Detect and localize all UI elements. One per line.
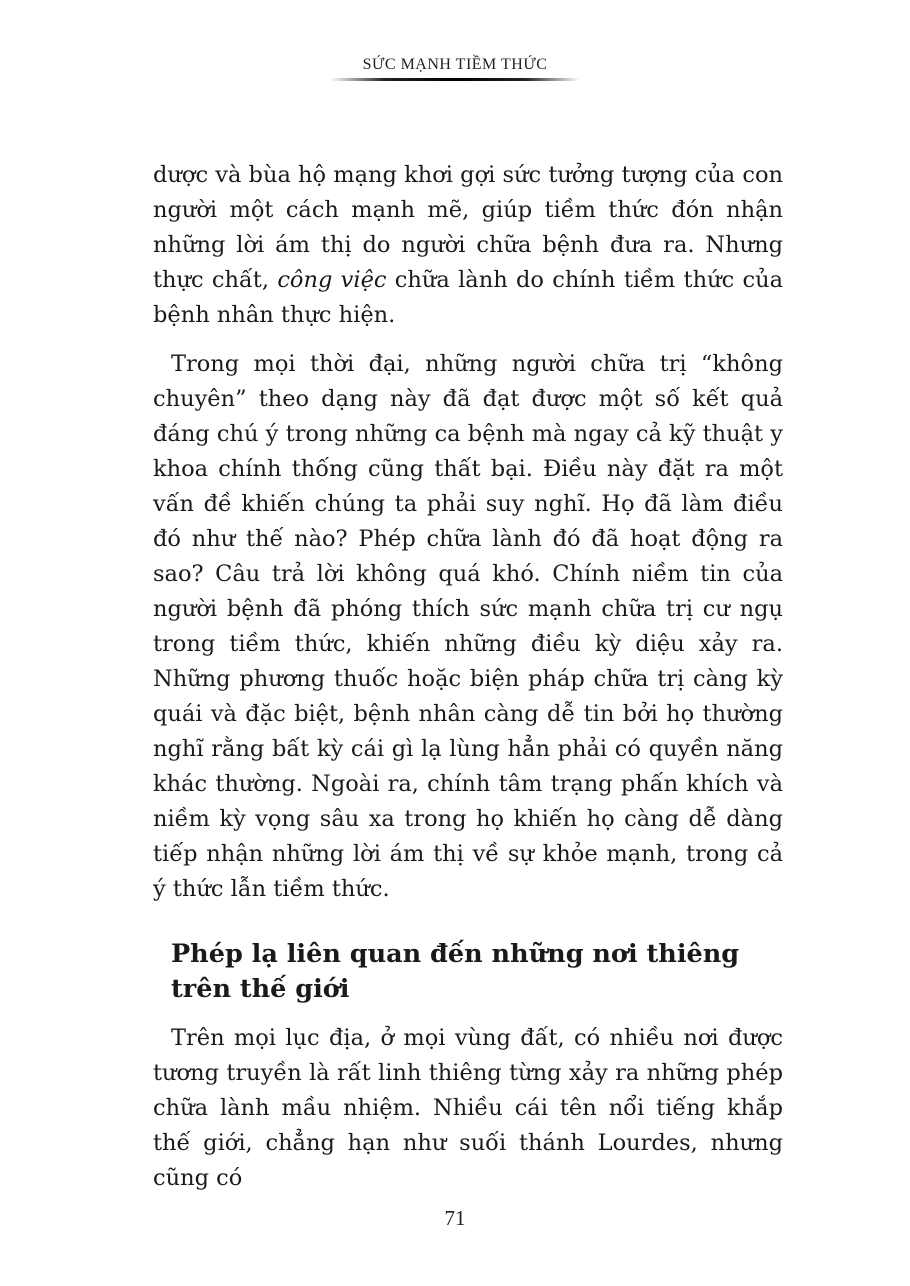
paragraph-2: Trong mọi thời đại, những người chữa trị “không chuyên” theo dạng này đã đạt được một số kết quả đáng chú ý trong những ca bệnh mà ngay cả kỹ thuật y khoa chính thống cũng thất bại. Điều này đặt ra một vấn đề khiến chúng ta phải suy nghĩ. Họ đã làm điều đó như thế nào? Phép chữa lành đó đã hoạt động ra sao? Câu trả lời không quá khó. Chính niềm tin của người bệnh đã phóng thích sức mạnh chữa trị cư ngụ trong tiềm thức, khiến những điều kỳ diệu xảy ra. Những phương thuốc hoặc biện pháp chữa trị càng kỳ quái và đặc biệt, bệnh nhân càng dễ tin bởi họ thường nghĩ rằng bất kỳ cái gì lạ lùng hẳn phải có quyền năng khác thường. Ngoài ra, chính tâm trạng phấn khích và niềm kỳ vọng sâu xa trong họ khiến họ càng dễ dàng tiếp nhận những lời ám thị về sự khỏe mạnh, trong cả ý thức lẫn tiềm thức.: [153, 351, 783, 902]
paragraph-1-text-b: chữa lành do chính tiềm thức của bệnh nhân thực hiện.: [153, 267, 783, 328]
page-body: [153, 158, 783, 1196]
paragraph-1-text-a: dược và bùa hộ mạng khơi gợi sức tưởng tượng của con người một cách mạnh mẽ, giúp tiềm thức đón nhận những lời ám thị do người chữa bệnh đưa ra. Nhưng thực chất,: [153, 162, 783, 293]
paragraph-1-italic: công việc: [277, 267, 387, 293]
section-heading: Phép lạ liên quan đến những nơi thiêng trên thế giới: [171, 939, 740, 1004]
paragraph-1: [153, 158, 783, 333]
page-number: 71: [444, 1206, 466, 1230]
paragraph-3: Trên mọi lục địa, ở mọi vùng đất, có nhiều nơi được tương truyền là rất linh thiêng từng xảy ra những phép chữa lành mầu nhiệm. Nhiều cái tên nổi tiếng khắp thế giới, chẳng hạn như suối thánh Lourdes, nhưng cũng có: [153, 1025, 783, 1191]
running-header: SỨC MẠNH TIỀM THỨC: [362, 56, 548, 73]
header-rule: [330, 78, 580, 81]
